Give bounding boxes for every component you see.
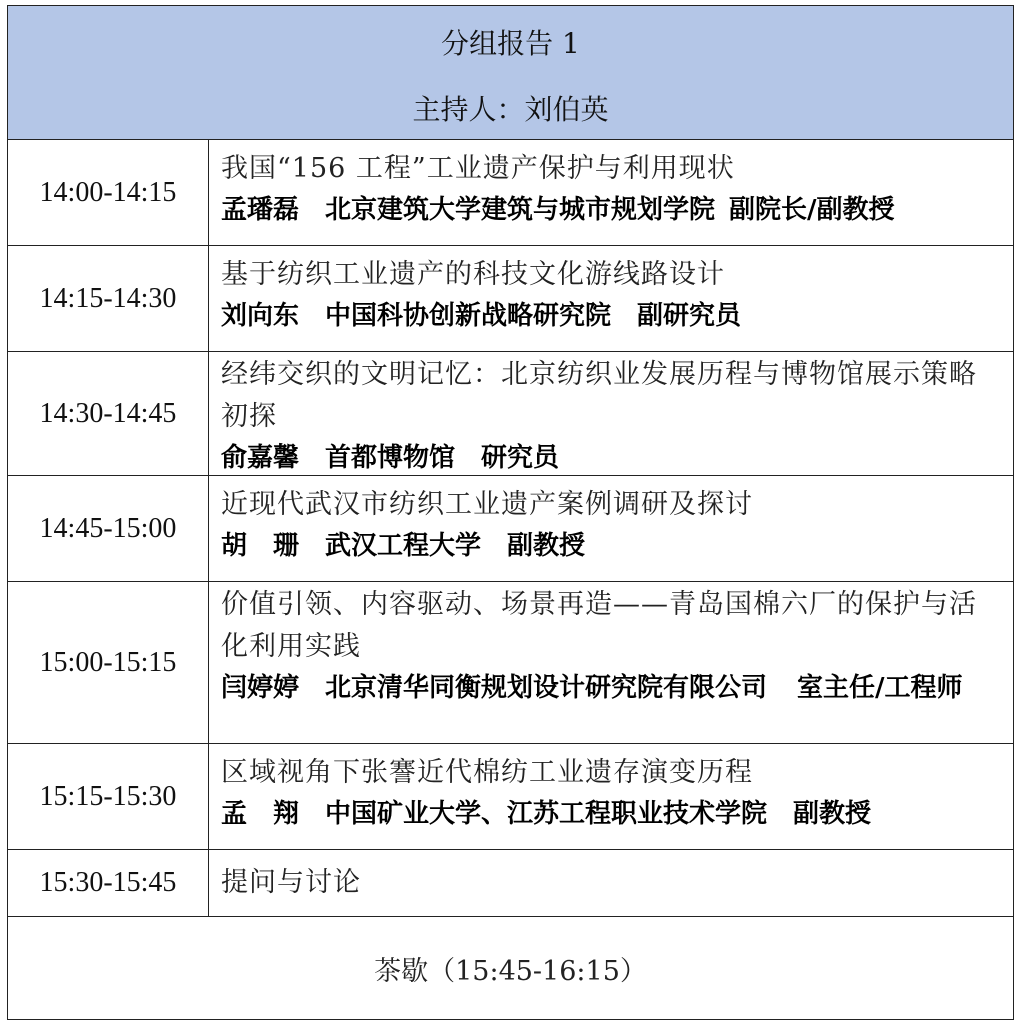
- table-row: [8, 140, 1013, 246]
- speaker-role: 室主任/工程师: [797, 673, 963, 703]
- talk-topic: 提问与讨论: [221, 867, 361, 898]
- time-slot: 15:00-15:15: [8, 582, 209, 743]
- talk-info: [209, 352, 1013, 475]
- time-slot: 14:45-15:00: [8, 476, 209, 581]
- time-slot: 14:30-14:45: [8, 352, 209, 475]
- speaker-line: [221, 296, 1001, 336]
- time-slot: 15:30-15:45: [8, 850, 209, 916]
- session-title: 分组报告 1: [441, 27, 580, 60]
- talk-info: [209, 246, 1013, 351]
- talk-topic: 价值引领、内容驱动、场景再造——青岛国棉六厂的保护与活化利用实践: [221, 589, 977, 662]
- speaker-role: 研究员: [481, 443, 560, 473]
- session-host: 主持人：刘伯英: [412, 93, 609, 126]
- speaker-line: [221, 438, 1001, 478]
- time-slot: 14:15-14:30: [8, 246, 209, 351]
- talk-info: [209, 744, 1013, 849]
- talk-topic: 经纬交织的文明记忆：北京纺织业发展历程与博物馆展示策略初探: [221, 359, 977, 432]
- time-slot: 15:15-15:30: [8, 744, 209, 849]
- schedule-table: [7, 5, 1014, 1020]
- talk-topic: 近现代武汉市纺织工业遗产案例调研及探讨: [221, 489, 753, 520]
- table-row: [8, 352, 1013, 476]
- talk-topic: 我国“156 工程”工业遗产保护与利用现状: [221, 153, 735, 184]
- speaker-name: 胡 珊: [221, 531, 300, 561]
- session-header: [8, 6, 1013, 140]
- table-row: [8, 582, 1013, 744]
- table-row: [8, 850, 1013, 917]
- speaker-name: 刘向东: [221, 301, 300, 331]
- tea-break: 茶歇（15:45-16:15）: [374, 955, 647, 987]
- table-row: [8, 246, 1013, 352]
- speaker-name: 俞嘉馨: [221, 443, 300, 473]
- time-slot: 14:00-14:15: [8, 140, 209, 245]
- speaker-affiliation: 中国矿业大学、江苏工程职业技术学院: [325, 799, 768, 829]
- talk-topic: 区域视角下张謇近代棉纺工业遗存演变历程: [221, 757, 753, 788]
- speaker-affiliation: 北京清华同衡规划设计研究院有限公司: [325, 673, 768, 703]
- speaker-role: 副教授: [793, 799, 872, 829]
- speaker-role: 副研究员: [637, 301, 742, 331]
- table-row: [8, 744, 1013, 850]
- speaker-affiliation: 北京建筑大学建筑与城市规划学院: [325, 195, 716, 225]
- table-row: [8, 476, 1013, 582]
- speaker-name: 孟 翔: [221, 799, 300, 829]
- speaker-affiliation: 中国科协创新战略研究院: [325, 301, 612, 331]
- speaker-line: [221, 190, 1001, 230]
- speaker-name: 孟璠磊: [221, 195, 300, 225]
- talk-info: [209, 476, 1013, 581]
- speaker-affiliation: 首都博物馆: [325, 443, 456, 473]
- speaker-name: 闫婷婷: [221, 673, 300, 703]
- talk-info: [209, 582, 1013, 743]
- speaker-line: [221, 794, 1001, 834]
- talk-info: [209, 850, 1013, 916]
- speaker-line: [221, 668, 1001, 708]
- speaker-role: 副院长/副教授: [729, 195, 895, 225]
- talk-topic: 基于纺织工业遗产的科技文化游线路设计: [221, 259, 725, 290]
- speaker-affiliation: 武汉工程大学: [325, 531, 482, 561]
- speaker-role: 副教授: [507, 531, 586, 561]
- talk-info: [209, 140, 1013, 245]
- speaker-line: [221, 526, 1001, 566]
